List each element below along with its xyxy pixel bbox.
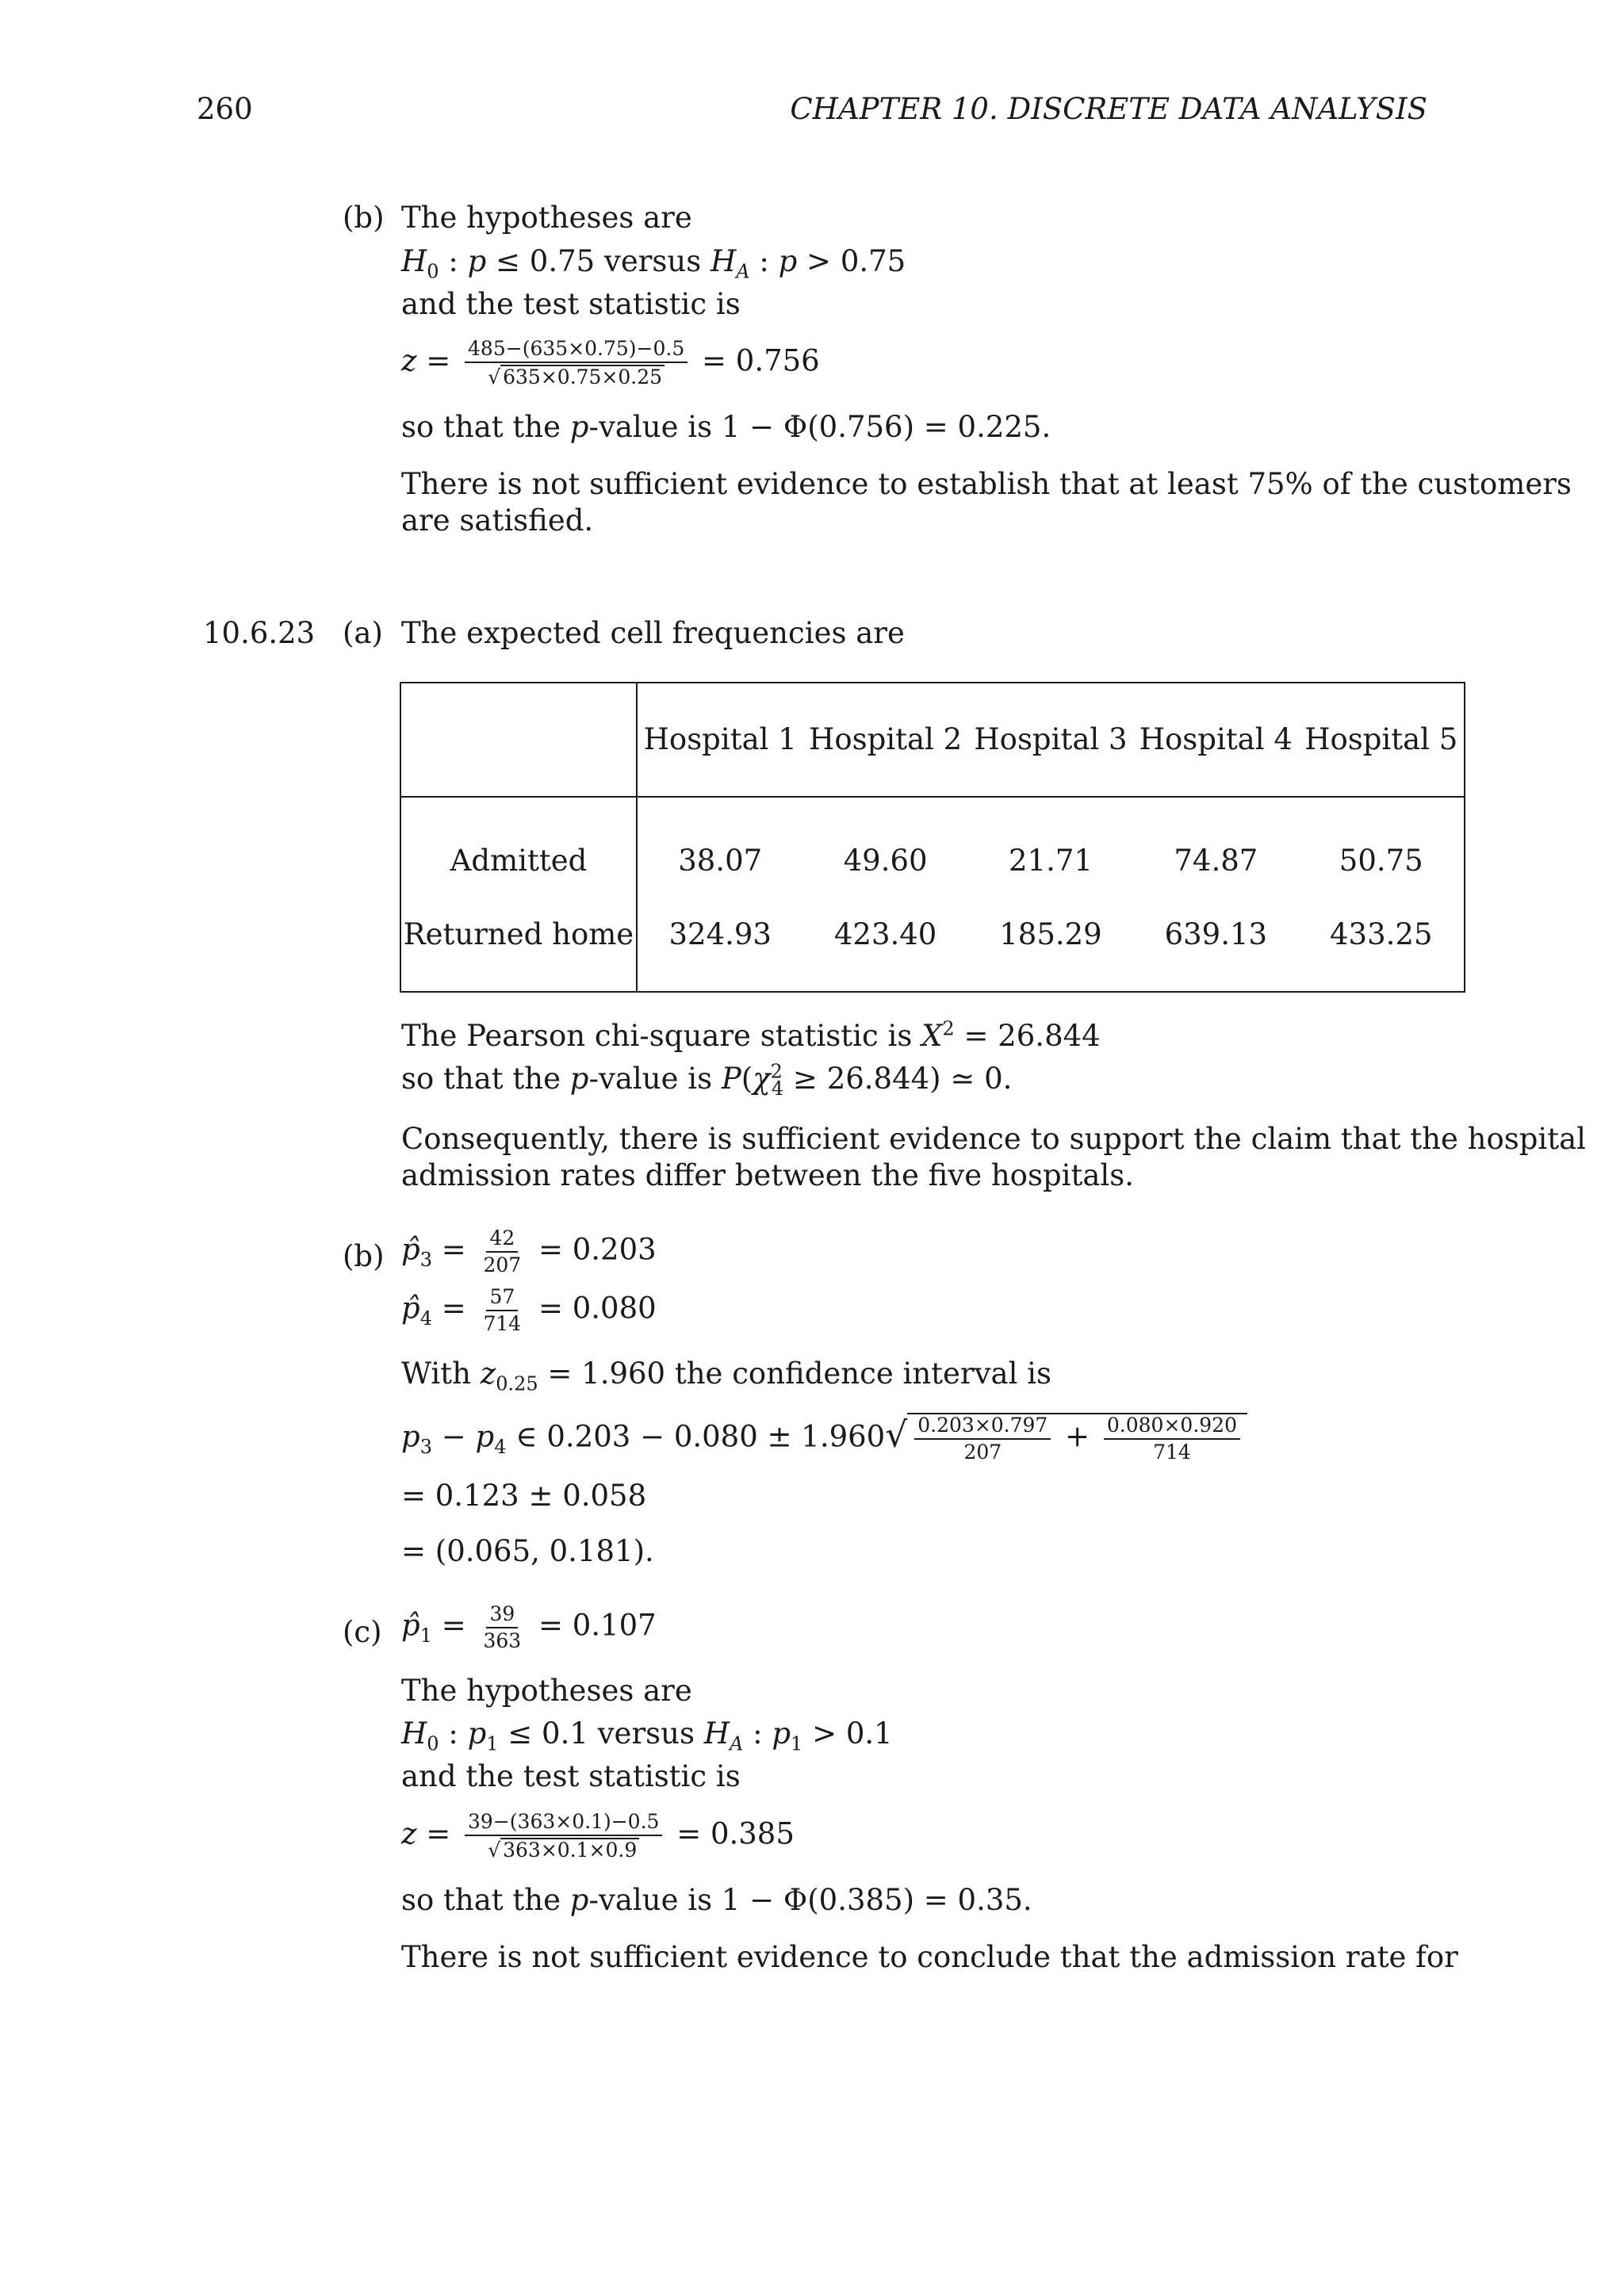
- row-label: Returned home: [400, 916, 637, 992]
- p4-equation: $p̂_4$ = $\frac{57}{714}$ = 0.080: [401, 1285, 657, 1335]
- part-b-prev-conclusion-2: are satisfied.: [401, 503, 594, 538]
- part-b-prev-line1: The hypotheses are: [401, 201, 692, 235]
- running-title: CHAPTER 10. DISCRETE DATA ANALYSIS: [790, 92, 1427, 126]
- chi-square-pvalue: so that the p-value is $P(\chi^2_4 \ge 26.844)$ ≃ 0.: [401, 1060, 1013, 1100]
- z-critical-line: With $z_{0.25} = 1.960$ the confidence interval is: [401, 1357, 1051, 1395]
- part-b-prev-line3: and the test statistic is: [401, 287, 741, 321]
- part-b-prev-z-equation: z = $\frac{485-(635\times 0.75)-0.5}{√ 635\times 0.75\times 0.25}$ = 0.756: [401, 337, 820, 388]
- part-c-hyp-intro: The hypotheses are: [401, 1674, 692, 1708]
- table-cell: 423.40: [833, 917, 937, 951]
- table-cell: 74.87: [1174, 844, 1258, 878]
- problem-number: 10.6.23: [203, 616, 316, 650]
- table-cell: 639.13: [1164, 917, 1268, 951]
- table-cell: 324.93: [668, 917, 772, 951]
- column-header: Hospital 2: [802, 683, 967, 797]
- row-label: Admitted: [400, 797, 637, 916]
- part-c-hypotheses: $H_0$ : $p_1 \le 0.1$ versus $H_A$ : $p_1 > 0.1$: [401, 1716, 893, 1755]
- column-header: Hospital 4: [1133, 683, 1298, 797]
- part-b-prev-pvalue: so that the p-value is 1 − Φ(0.756) = 0.225.: [401, 410, 1051, 444]
- ci-equation: $p_3 - p_4$ ∈ 0.203 − 0.080 ± 1.960√ $\frac{0.203\times 0.797}{207}$ + $\frac{0.080\times 0.920}{714}$: [401, 1413, 1247, 1464]
- part-b-prev-label: (b): [343, 201, 385, 235]
- part-a-label: (a): [343, 616, 383, 650]
- table-cell: 38.07: [678, 844, 763, 878]
- ci-line-2: = 0.123 ± 0.058: [401, 1479, 647, 1513]
- part-a-conclusion-2: admission rates differ between the five hospitals.: [401, 1158, 1134, 1192]
- page-number: 260: [197, 92, 253, 126]
- table-row: [400, 797, 1465, 916]
- table-cell: 21.71: [1009, 844, 1093, 878]
- chi-square-line: The Pearson chi-square statistic is $X^2 = 26.844$: [401, 1017, 1101, 1053]
- table-cell: 185.29: [999, 917, 1102, 951]
- part-a-intro: The expected cell frequencies are: [401, 616, 905, 650]
- ci-line-3: = (0.065, 0.181).: [401, 1534, 654, 1568]
- part-c-z-equation: z = $\frac{39-(363\times 0.1)-0.5}{√ 363\times 0.1\times 0.9}$ = 0.385: [401, 1810, 795, 1862]
- part-b-label: (b): [343, 1239, 385, 1273]
- part-c-conclusion: There is not sufficient evidence to conclude that the admission rate for: [401, 1940, 1458, 1974]
- table-corner-cell: [400, 683, 637, 797]
- table-row: [400, 916, 1465, 992]
- column-header: Hospital 5: [1299, 683, 1465, 797]
- part-c-label: (c): [343, 1615, 382, 1649]
- p1-equation: $p̂_1$ = $\frac{39}{363}$ = 0.107: [401, 1602, 657, 1652]
- column-header: Hospital 3: [968, 683, 1133, 797]
- expected-frequency-table: [400, 682, 1465, 993]
- part-b-prev-conclusion-1: There is not sufficient evidence to establish that at least 75% of the customers: [401, 467, 1572, 501]
- z-fraction: $\frac{485-(635\times 0.75)-0.5}{√ 635\times 0.75\times 0.25}$: [465, 338, 688, 388]
- part-c-test-intro: and the test statistic is: [401, 1759, 741, 1793]
- part-b-prev-hypotheses: $H_0$ : p ≤ 0.75 versus $H_A$ : p > 0.75: [401, 244, 906, 283]
- column-header: Hospital 1: [637, 683, 802, 797]
- table-cell: 49.60: [843, 844, 928, 878]
- part-a-conclusion-1: Consequently, there is sufficient evidence to support the claim that the hospital: [401, 1122, 1587, 1156]
- table-cell: 433.25: [1330, 917, 1433, 951]
- part-c-pvalue: so that the p-value is 1 − Φ(0.385) = 0.35.: [401, 1883, 1032, 1917]
- p3-equation: $p̂_3$ = $\frac{42}{207}$ = 0.203: [401, 1226, 657, 1276]
- table-cell: 50.75: [1339, 844, 1423, 878]
